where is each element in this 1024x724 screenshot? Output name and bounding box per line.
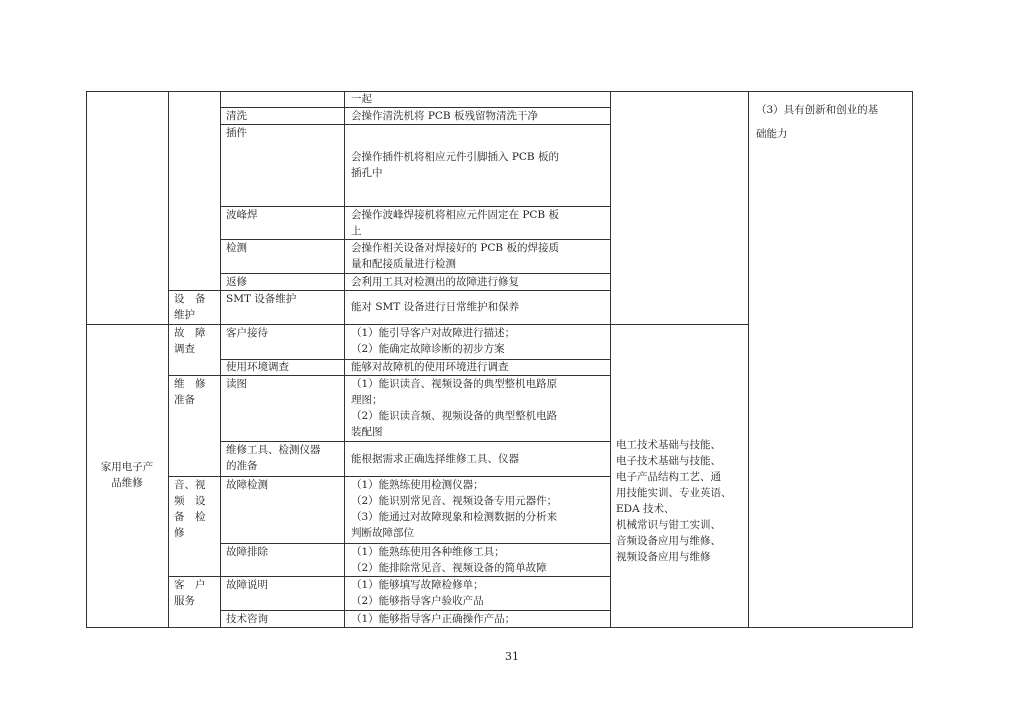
table-cell-content: 一起 xyxy=(351,93,372,105)
col-divider-job xyxy=(168,91,169,628)
table-cell-content: （1）能识读音、视频设备的典型整机电路原 理图； （2）能识读音频、视频设备的典型整机电路 装配图 xyxy=(351,378,558,438)
table-cell-task: 读图 xyxy=(226,378,247,390)
table-cell-content: 能够对故障机的使用环境进行调查 xyxy=(351,361,509,373)
table-cell-ability: （3）具有创新和创业的基 础能力 xyxy=(756,104,879,140)
table-cell-content: （1）能熟练使用各种维修工具； （2）能排除常见音、视频设备的简单故障 xyxy=(351,546,547,574)
col-divider-course xyxy=(748,91,749,628)
table-cell-task: 检测 xyxy=(226,242,247,254)
table-cell-content: 会操作波峰焊接机将相应元件固定在 PCB 板 上 xyxy=(351,209,559,237)
page-number: 31 xyxy=(505,650,519,663)
table-cell-task: 故障排除 xyxy=(226,546,268,558)
table-cell-subcategory: 设 备 维护 xyxy=(174,293,206,321)
table-cell-content: 能根据需求正确选择维修工具、仪器 xyxy=(351,453,519,465)
table-top-border xyxy=(86,91,913,92)
table-cell-task: 技术咨询 xyxy=(226,613,268,625)
table-cell-subcategory: 维 修 准备 xyxy=(174,378,206,406)
table-left-border xyxy=(86,91,87,628)
table-cell-content: 会操作插件机将相应元件引脚插入 PCB 板的 插孔中 xyxy=(351,151,559,179)
table-cell-content: （1）能熟练使用检测仪器； （2）能识别常见音、视频设备专用元器件； （3）能通过对故障现象和检测数据的分析来 判断故障部位 xyxy=(351,479,558,539)
row-line xyxy=(220,124,611,125)
table-cell-task: 清洗 xyxy=(226,110,247,122)
table-right-border xyxy=(912,91,913,628)
table-cell-task: 使用环境调查 xyxy=(226,361,289,373)
table-cell-subcategory: 音、视 频 设 备 检 修 xyxy=(174,479,206,539)
table-cell-task: 故障说明 xyxy=(226,579,268,591)
table-cell-subcategory: 故 障 调查 xyxy=(174,327,206,355)
table-cell-content: 会操作清洗机将 PCB 板残留物清洗干净 xyxy=(351,110,538,122)
table-cell-task: 插件 xyxy=(226,127,247,139)
table-cell-content: 会利用工具对检测出的故障进行修复 xyxy=(351,276,519,288)
table-bottom-border xyxy=(86,627,913,628)
table-cell-subcategory: 客 户 服务 xyxy=(174,579,206,607)
table-cell-content: （1）能够填写故障检修单； （2）能够指导客户验收产品 xyxy=(351,579,484,607)
table-cell-task: SMT 设备维护 xyxy=(226,293,297,305)
table-cell-task: 维修工具、检测仪器 的准备 xyxy=(226,444,321,472)
table-cell-task: 返修 xyxy=(226,276,247,288)
table-cell-task: 故障检测 xyxy=(226,479,268,491)
table-cell-job-title: 家用电子产 品维修 xyxy=(100,461,154,489)
table-cell-content: （1）能够指导客户正确操作产品； xyxy=(351,613,516,625)
table-cell-courses: 电工技术基础与技能、 电子技术基础与技能、 电子产品结构工艺、通 用技能实训、专业英语、 EDA 技术、 机械常识与钳工实训、 音频设备应用与维修、 视频设备应用与维修 xyxy=(616,439,732,563)
table-cell-task: 波峰焊 xyxy=(226,209,258,221)
table-cell-content: 会操作相关设备对焊接好的 PCB 板的焊接质 量和配接质量进行检测 xyxy=(351,242,559,270)
table-cell-content: （1）能引导客户对故障进行描述； （2）能确定故障诊断的初步方案 xyxy=(351,327,516,355)
table-cell-content: 能对 SMT 设备进行日常维护和保养 xyxy=(351,301,520,313)
table-cell-task: 客户接待 xyxy=(226,327,268,339)
